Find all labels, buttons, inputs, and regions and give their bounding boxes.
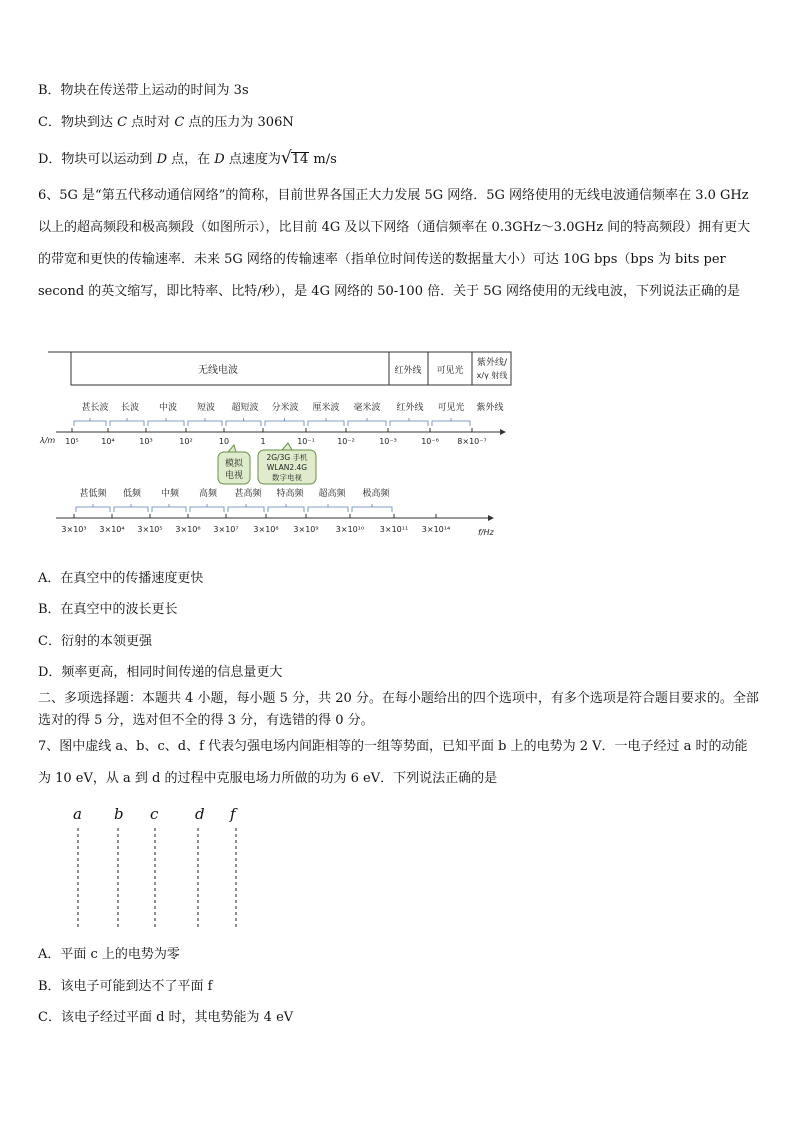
wave-band-label: 可见光 bbox=[437, 403, 465, 413]
q5-option-c bbox=[38, 114, 294, 132]
plane-label-a: a bbox=[73, 805, 82, 823]
q5-option-c-var1: C bbox=[117, 115, 128, 130]
freq-tick-label: 3×10⁴ bbox=[99, 525, 125, 534]
wave-band-label: 中波 bbox=[158, 403, 178, 413]
q5-option-d-mid: 点，在 bbox=[167, 152, 215, 167]
equipotential-lines bbox=[60, 828, 260, 930]
freq-brace bbox=[190, 504, 224, 512]
region-xray: x/γ 射线 bbox=[476, 371, 508, 380]
freq-tick-label: 3×10⁹ bbox=[293, 525, 319, 534]
wave-braces bbox=[74, 418, 470, 426]
callout-mobile-line1: 2G/3G 手机 bbox=[266, 453, 308, 462]
wave-brace bbox=[390, 418, 428, 426]
wave-band-label: 分米波 bbox=[271, 403, 299, 413]
plane-label-c: c bbox=[150, 805, 159, 823]
freq-ticks bbox=[61, 514, 450, 534]
callout-analog-tv-line2: 电视 bbox=[224, 471, 244, 481]
freq-band-label: 甚高频 bbox=[234, 489, 262, 499]
lambda-tick-label: 10⁴ bbox=[101, 437, 115, 446]
q7-stem: 7、图中虚线 a、b、c、d、f 代表匀强电场内间距相等的一组等势面，已知平面 b 上的电势为 2 V．一电子经过 a 时的动能为 10 eV，从 a 到 d 的过程中克服电场力所做的功为 6 eV．下列说法正确的是 bbox=[38, 739, 748, 786]
q6-stem: 6、5G 是“第五代移动通信网络”的简称，目前世界各国正大力发展 5G 网络．5G 网络使用的无线电波通信频率在 3.0 GHz 以上的超高频段和极高频段（如图所示），比目前 4G 及以下网络（通信频率在 0.3GHz～3.0GHz 间的特高频段）拥有更大的带宽和更快的传输速率．未来 5G 网络的传输速率（指单位时间传送的数据量大小）可达 10G bps（bps 为 bits per second 的英文缩写，即比特率、比特/秒），是 4G 网络的 50-100 倍．关于 5G 网络使用的无线电波，下列说法正确的是 bbox=[38, 188, 751, 299]
freq-brace bbox=[114, 504, 148, 512]
q5-option-d bbox=[38, 149, 337, 169]
freq-brace bbox=[228, 504, 264, 512]
freq-band-label: 高频 bbox=[198, 489, 218, 499]
sqrt-sign: √ bbox=[280, 148, 292, 168]
freq-braces bbox=[76, 504, 392, 512]
wave-band-label: 厘米波 bbox=[312, 403, 340, 413]
freq-band-label: 低频 bbox=[122, 489, 142, 499]
freq-tick-label: 3×10¹¹ bbox=[379, 525, 409, 534]
freq-band-label: 甚低频 bbox=[79, 489, 107, 499]
callout-pointer bbox=[282, 443, 292, 450]
freq-band-labels bbox=[79, 487, 390, 499]
lambda-tick-label: 10³ bbox=[139, 437, 153, 446]
wave-brace bbox=[348, 418, 386, 426]
callout-analog-tv bbox=[218, 445, 250, 484]
lambda-axis-arrow bbox=[500, 429, 506, 435]
wave-band-label: 红外线 bbox=[396, 403, 424, 413]
freq-tick-label: 3×10¹⁰ bbox=[335, 525, 365, 534]
region-uv: 紫外线/ bbox=[476, 358, 508, 368]
wave-brace bbox=[432, 418, 470, 426]
q5-option-d-mid2: 点速度为 bbox=[224, 152, 281, 167]
wave-band-label: 毫米波 bbox=[353, 403, 381, 413]
callout-pointer bbox=[228, 445, 236, 452]
lambda-tick-label: 10 bbox=[218, 437, 230, 446]
q6-option-a: A．在真空中的传播速度更快 bbox=[38, 571, 204, 586]
wave-band-label: 甚长波 bbox=[81, 403, 109, 413]
q5-option-d-sqrt: 14 bbox=[291, 152, 309, 167]
section-heading: 二、多项选择题：本题共 4 小题，每小题 5 分，共 20 分。在每小题给出的四个选项中，有多个选项是符合题目要求的。全部选对的得 5 分，选对但不全的得 3 分，有选错的得 0 分。 bbox=[38, 691, 759, 728]
freq-band-label: 超高频 bbox=[318, 489, 346, 499]
freq-brace bbox=[152, 504, 186, 512]
freq-tick-label: 3×10⁶ bbox=[175, 525, 201, 534]
plane-label-b: b bbox=[114, 805, 124, 823]
region-infrared: 红外线 bbox=[394, 366, 422, 376]
q6-option-b: B．在真空中的波长更长 bbox=[38, 602, 178, 617]
f-label: f/Hz bbox=[478, 528, 494, 537]
wave-brace bbox=[148, 418, 184, 426]
freq-band-label: 中频 bbox=[160, 489, 180, 499]
freq-brace bbox=[352, 504, 392, 512]
freq-tick-label: 3×10⁵ bbox=[137, 525, 163, 534]
lambda-tick-label: 10² bbox=[179, 437, 193, 446]
lambda-tick-label: 1 bbox=[260, 437, 266, 446]
q5-option-d-unit: m/s bbox=[309, 152, 337, 167]
freq-band-label: 特高频 bbox=[276, 489, 304, 499]
q7-option-c: C．该电子经过平面 d 时，其电势能为 4 eV bbox=[38, 1010, 294, 1025]
lambda-label: λ/m bbox=[40, 436, 56, 445]
wave-band-label: 紫外线 bbox=[476, 403, 504, 413]
freq-brace bbox=[76, 504, 110, 512]
wave-brace bbox=[74, 418, 106, 426]
wave-brace bbox=[265, 418, 304, 426]
lambda-tick-label: 10⁵ bbox=[65, 437, 79, 446]
spectrum-figure bbox=[38, 350, 518, 540]
lambda-tick-label: 8×10⁻⁷ bbox=[457, 437, 487, 446]
lambda-tick-label: 10⁻⁶ bbox=[421, 437, 439, 446]
lambda-tick-label: 10⁻² bbox=[337, 437, 355, 446]
lambda-tick-label: 10⁻¹ bbox=[297, 437, 315, 446]
freq-tick-label: 3×10¹⁴ bbox=[421, 525, 451, 534]
freq-tick-label: 3×10⁷ bbox=[213, 525, 239, 534]
q5-option-d-prefix: D．物块可以运动到 bbox=[38, 152, 157, 167]
freq-band-label: 极高频 bbox=[362, 489, 390, 499]
freq-brace bbox=[308, 504, 348, 512]
region-visible: 可见光 bbox=[436, 366, 464, 376]
q5-option-c-prefix: C．物块到达 bbox=[38, 115, 118, 130]
plane-label-f: f bbox=[230, 805, 236, 823]
q5-option-c-suffix: 点的压力为 306N bbox=[184, 115, 294, 130]
wave-brace bbox=[110, 418, 144, 426]
q5-option-c-mid: 点时对 bbox=[127, 115, 175, 130]
callout-mobile bbox=[258, 443, 316, 484]
lambda-tick-label: 10⁻³ bbox=[379, 437, 397, 446]
wave-band-label: 长波 bbox=[120, 403, 140, 413]
q7-option-b: B．该电子可能到达不了平面 f bbox=[38, 979, 213, 994]
wave-band-label: 短波 bbox=[196, 403, 216, 413]
q6-option-d: D．频率更高，相同时间传递的信息量更大 bbox=[38, 665, 283, 680]
freq-axis-arrow bbox=[488, 515, 494, 521]
q5-option-d-var2: D bbox=[214, 152, 225, 167]
q6-option-c: C．衍射的本领更强 bbox=[38, 634, 152, 649]
wave-brace bbox=[308, 418, 344, 426]
wave-brace bbox=[226, 418, 261, 426]
freq-brace bbox=[268, 504, 304, 512]
wave-band-labels bbox=[81, 401, 503, 413]
freq-tick-label: 3×10³ bbox=[61, 525, 87, 534]
lambda-ticks bbox=[65, 428, 486, 446]
callout-mobile-line2: WLAN2.4G bbox=[266, 463, 308, 472]
callout-analog-tv-line1: 模拟 bbox=[224, 459, 244, 469]
region-radio: 无线电波 bbox=[198, 365, 238, 376]
q5-option-d-var1: D bbox=[156, 152, 167, 167]
callout-mobile-line3: 数字电视 bbox=[272, 473, 302, 482]
freq-tick-label: 3×10⁸ bbox=[253, 525, 279, 534]
q5-option-b: B．物块在传送带上运动的时间为 3s bbox=[38, 83, 249, 98]
plane-label-d: d bbox=[195, 805, 205, 823]
q7-option-a: A．平面 c 上的电势为零 bbox=[38, 947, 180, 962]
wave-brace bbox=[188, 418, 222, 426]
q5-option-c-var2: C bbox=[174, 115, 185, 130]
wave-band-label: 超短波 bbox=[231, 403, 259, 413]
